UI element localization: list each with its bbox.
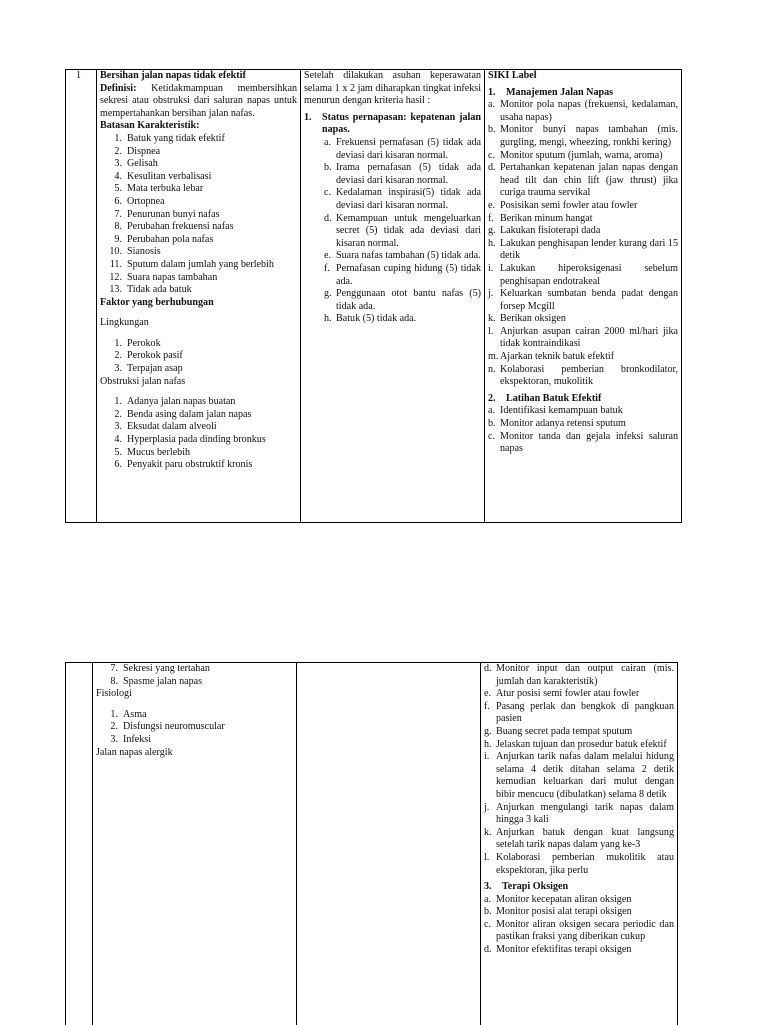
obstruksi-list-continued (93, 663, 294, 688)
fisiologi-list (93, 709, 294, 747)
fisiologi-label: Fisiologi (96, 688, 293, 701)
list-item: c. Kedalaman inspirasi(5) tidak ada deviasi dari kisaran normal. (324, 187, 481, 212)
list-item: i. Anjurkan tarik nafas dalam melalui hidung selama 4 detik ditahan selama 2 detik kemudian keluarkan dari mulut dengan bibir mencucu (dibulatkan) selama 8 detik (484, 751, 674, 801)
definition-label: Definisi: (100, 83, 136, 94)
row-number: 1 (76, 70, 81, 81)
list-item: f. Pernafasan cuping hidung (5) tidak ada. (324, 263, 481, 288)
criteria-list (97, 133, 298, 297)
list-item: 3. Eksudat dalam alveoli (97, 421, 298, 434)
care-plan-table-page-1 (65, 69, 682, 523)
table-row (66, 663, 678, 1025)
list-item: e. Suara nafas tambahan (5) tidak ada. (324, 250, 481, 263)
list-item: a. Monitor pola napas (frekuensi, kedalaman, usaha napas) (488, 99, 678, 124)
list-item: a. Frekuensi pernafasan (5) tidak ada deviasi dari kisaran normal. (324, 137, 481, 162)
list-item: d. Pertahankan kepatenan jalan napas dengan head tilt dan chin lift (jaw thrust) jika curiga trauma servikal (488, 162, 678, 200)
list-item: 10. Sianosis (97, 246, 298, 259)
definition-text: Ketidakmampuan membersihkan sekresi atau obstruksi dari saluran napas untuk mempertahankan bersihan jalan nafas. (100, 83, 297, 119)
intervention-cell (485, 70, 682, 523)
outcome-cell (301, 70, 485, 523)
list-item: 8. Perubahan frekuensi nafas (97, 221, 298, 234)
siki-section-title: 2. Latihan Batuk Efektif (488, 393, 678, 406)
list-item: d. Kemampuan untuk mengeluarkan secret (5) tidak ada deviasi dari kisaran normal. (324, 213, 481, 251)
list-item: h. Jelaskan tujuan dan prosedur batuk efektif (484, 739, 674, 752)
list-item: l. Anjurkan asupan cairan 2000 ml/hari jika tidak kontraindikasi (488, 326, 678, 351)
list-item: b. Irama pernafasan (5) tidak ada deviasi dari kisaran normal. (324, 162, 481, 187)
siki-intervention-list (488, 405, 678, 455)
list-item: 7. Penurunan bunyi nafas (97, 209, 298, 222)
list-item: m. Ajarkan teknik batuk efektif (488, 351, 678, 364)
list-item: b. Monitor posisi alat terapi oksigen (484, 906, 674, 919)
list-item: a. Identifikasi kemampuan batuk (488, 405, 678, 418)
list-item: e. Posisikan semi fowler atau fowler (488, 200, 678, 213)
siki-label: SIKI Label (488, 70, 678, 83)
list-item: c. Monitor tanda dan gejala infeksi saluran napas (488, 431, 678, 456)
list-item: 8. Spasme jalan napas (93, 676, 294, 689)
list-item: c. Monitor aliran oksigen secara periodic dan pastikan fraksi yang diberikan cukup (484, 919, 674, 944)
care-plan-table-page-2 (65, 662, 678, 1025)
list-item: d. Monitor efektifitas terapi oksigen (484, 944, 674, 957)
alergik-label: Jalan napas alergik (96, 747, 293, 760)
list-item: 5. Mata terbuka lebar (97, 183, 298, 196)
row-number-cell (66, 663, 93, 1025)
list-item: i. Lakukan hiperoksigenasi sebelum penghisapan endotrakeal (488, 263, 678, 288)
diagnosis-cell (93, 663, 297, 1025)
list-item: 2. Perokok pasif (97, 350, 298, 363)
outcome-cell (297, 663, 481, 1025)
list-item: f. Berikan minum hangat (488, 213, 678, 226)
list-item: f. Pasang perlak dan bengkok di pangkuan pasien (484, 701, 674, 726)
diagnosis-definition (100, 83, 297, 121)
list-item: 1. Perokok (97, 338, 298, 351)
list-item: 1. Batuk yang tidak efektif (97, 133, 298, 146)
list-item: 7. Sekresi yang tertahan (93, 663, 294, 676)
list-item: 3. Gelisah (97, 158, 298, 171)
list-item: g. Penggunaan otot bantu nafas (5) tidak ada. (324, 288, 481, 313)
outcome-section-title: 1. Status pernapasan: kepatenan jalan napas. (304, 112, 481, 137)
list-item: b. Monitor adanya retensi sputum (488, 418, 678, 431)
list-item: j. Anjurkan mengulangi tarik napas dalam hingga 3 kali (484, 802, 674, 827)
row-number-cell (66, 70, 97, 523)
list-item: b. Monitor bunyi napas tambahan (mis. gurgling, mengi, wheezing, ronkhi kering) (488, 124, 678, 149)
list-item: 12. Suara napas tambahan (97, 272, 298, 285)
list-item: k. Berikan oksigen (488, 313, 678, 326)
list-item: h. Lakukan penghisapan lender kurang dari 15 detik (488, 238, 678, 263)
obstruksi-label: Obstruksi jalan nafas (100, 376, 297, 389)
list-item: 3. Infeksi (93, 734, 294, 747)
list-item: j. Keluarkan sumbatan benda padat dengan forsep Mcgill (488, 288, 678, 313)
list-item: d. Monitor input dan output cairan (mis. jumlah dan karakteristik) (484, 663, 674, 688)
siki-intervention-list-continued (484, 663, 674, 877)
diagnosis-title: Bersihan jalan napas tidak efektif (100, 70, 297, 83)
obstruksi-list (97, 396, 298, 472)
list-item: c. Monitor sputum (jumlah, warna, aroma) (488, 150, 678, 163)
lingkungan-label: Lingkungan (100, 317, 297, 330)
list-item: 2. Benda asing dalam jalan napas (97, 409, 298, 422)
table-row (66, 70, 682, 523)
list-item: 2. Dispnea (97, 146, 298, 159)
siki-section-title: 1. Manajemen Jalan Napas (488, 87, 678, 100)
list-item: 2. Disfungsi neuromuscular (93, 721, 294, 734)
list-item: 4. Kesulitan verbalisasi (97, 171, 298, 184)
lingkungan-list (97, 338, 298, 376)
list-item: 11. Sputum dalam jumlah yang berlebih (97, 259, 298, 272)
siki-intervention-list (484, 894, 674, 957)
siki-intervention-list (488, 99, 678, 389)
list-item: g. Lakukan fisioterapi dada (488, 225, 678, 238)
intervention-cell (481, 663, 678, 1025)
outcome-criteria-list (324, 137, 481, 326)
list-item: 9. Perubahan pola nafas (97, 234, 298, 247)
list-item: 1. Adanya jalan napas buatan (97, 396, 298, 409)
list-item: n. Kolaborasi pemberian bronkodilator, ekspektoran, mukolitik (488, 364, 678, 389)
list-item: 4. Hyperplasia pada dinding bronkus (97, 434, 298, 447)
factors-label: Faktor yang berhubungan (100, 297, 297, 310)
list-item: 6. Penyakit paru obstruktif kronis (97, 459, 298, 472)
list-item: g. Buang secret pada tempat sputum (484, 726, 674, 739)
list-item: 6. Ortopnea (97, 196, 298, 209)
list-item: e. Atur posisi semi fowler atau fowler (484, 688, 674, 701)
criteria-label: Batasan Karakteristik: (100, 120, 297, 133)
list-item: 5. Mucus berlebih (97, 447, 298, 460)
siki-section-title: 3. Terapi Oksigen (484, 881, 674, 894)
list-item: 1. Asma (93, 709, 294, 722)
outcome-intro: Setelah dilakukan asuhan keperawatan selama 1 x 2 jam diharapkan tingkat infeksi menurun dengan kriteria hasil : (304, 70, 481, 108)
list-item: h. Batuk (5) tidak ada. (324, 313, 481, 326)
list-item: l. Kolaborasi pemberian mukolitik atau ekspektoran, jika perlu (484, 852, 674, 877)
list-item: k. Anjurkan batuk dengan kuat langsung setelah tarik napas dalam yang ke-3 (484, 827, 674, 852)
diagnosis-cell (97, 70, 301, 523)
list-item: 13. Tidak ada batuk (97, 284, 298, 297)
list-item: a. Monitor kecepatan aliran oksigen (484, 894, 674, 907)
list-item: 3. Terpajan asap (97, 363, 298, 376)
